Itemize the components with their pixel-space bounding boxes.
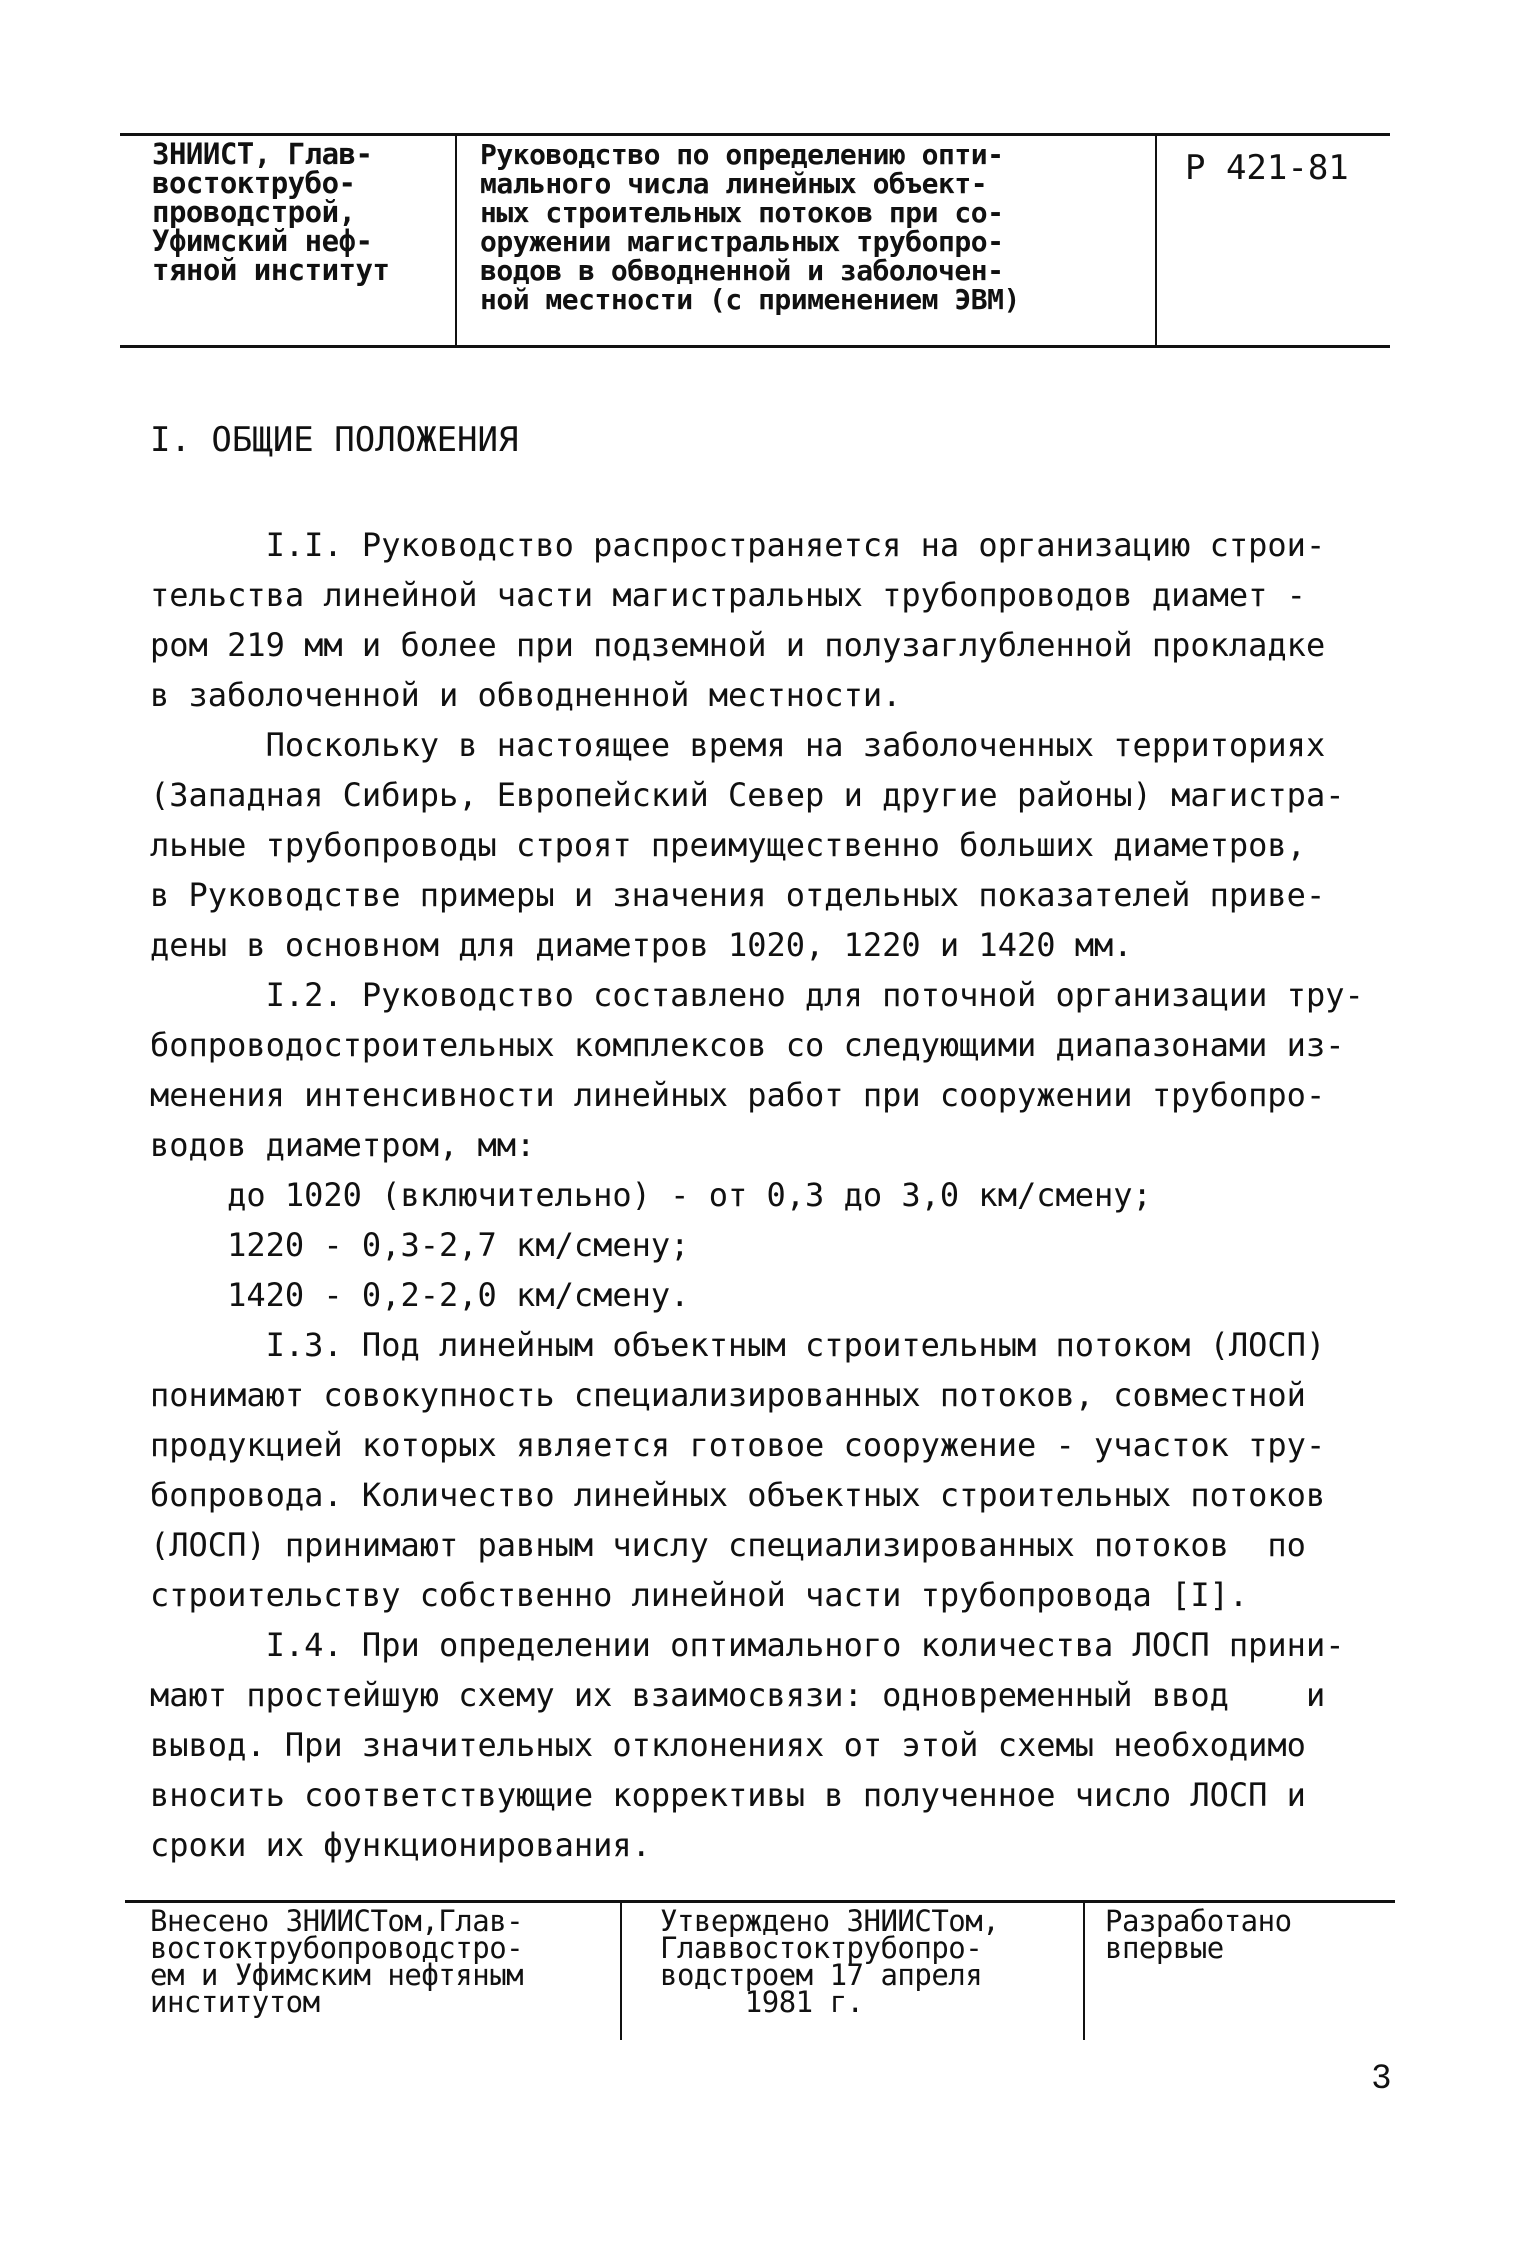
footer-introduced-by: [150, 1904, 524, 2019]
header-title-line: оружении магистральных трубопро-: [480, 225, 1004, 258]
body-line: бопровода. Количество линейных объектных строительных потоков: [150, 1476, 1326, 1514]
body-line: понимают совокупность специализированных потоков, совместной: [150, 1376, 1306, 1414]
footer-divider-2: [1083, 1900, 1085, 2040]
footer-approved-line: 1981 г.: [660, 1985, 864, 2019]
body-line: I.3. Под линейным объектным строительным потоком (ЛОСП): [150, 1326, 1326, 1364]
footer-developed-status: [1105, 1904, 1292, 1965]
body-line: I.2. Руководство составлено для поточной организации тру-: [150, 976, 1364, 1014]
footer-introduced-line: Внесено ЗНИИСТом,Глав-: [150, 1904, 524, 1938]
footer-developed-line: впервые: [1105, 1931, 1224, 1965]
footer-approved-line: Главвостоктрубопро-: [660, 1931, 983, 1965]
body-line: мают простейшую схему их взаимосвязи: одновременный ввод и: [150, 1676, 1326, 1714]
body-line: в заболоченной и обводненной местности.: [150, 676, 902, 714]
page-number: 3: [1372, 2058, 1391, 2096]
body-line: бопроводостроительных комплексов со следующими диапазонами из-: [150, 1026, 1345, 1064]
footer-divider-1: [620, 1900, 622, 2040]
footer-developed-line: Разработано: [1105, 1904, 1292, 1938]
footer-approved-by: [660, 1904, 1000, 2019]
footer-approved-line: водстроем 17 апреля: [660, 1958, 983, 1992]
body-line: дены в основном для диаметров 1020, 1220 и 1420 мм.: [150, 926, 1133, 964]
body-line: 1420 - 0,2-2,0 км/смену.: [150, 1276, 690, 1314]
header-title-line: ной местности (с применением ЭВМ): [480, 283, 1020, 316]
body-line: I.I. Руководство распространяется на организацию строи-: [150, 526, 1326, 564]
header-title-line: ных строительных потоков при со-: [480, 196, 1004, 229]
header-organization: [152, 137, 390, 287]
body-line: Поскольку в настоящее время на заболоченных территориях: [150, 726, 1326, 764]
header-organization-line: ЗНИИСТ, Глав-: [152, 137, 373, 171]
header-document-code: Р 421-81: [1185, 148, 1349, 188]
body-line: I.4. При определении оптимального количества ЛОСП прини-: [150, 1626, 1345, 1664]
body-line: менения интенсивности линейных работ при сооружении трубопро-: [150, 1076, 1326, 1114]
footer-introduced-line: ем и Уфимским нефтяным: [150, 1958, 524, 1992]
body-line: вывод. При значительных отклонениях от этой схемы необходимо: [150, 1726, 1306, 1764]
body-line: до 1020 (включительно) - от 0,3 до 3,0 км/смену;: [150, 1176, 1152, 1214]
header-document-title: [480, 140, 1020, 314]
header-divider-2: [1155, 133, 1157, 347]
footer-introduced-line: востоктрубопроводстро-: [150, 1931, 524, 1965]
body-line: сроки их функционирования.: [150, 1826, 651, 1864]
header-divider-1: [455, 133, 457, 347]
header-title-line: Руководство по определению опти-: [480, 138, 1004, 171]
header-bottom-rule: [120, 345, 1390, 348]
header-title-line: мального числа линейных объект-: [480, 167, 988, 200]
body-line: льные трубопроводы строят преимущественно больших диаметров,: [150, 826, 1306, 864]
body-line: (ЛОСП) принимают равным числу специализированных потоков по: [150, 1526, 1306, 1564]
footer-introduced-line: институтом: [150, 1985, 320, 2019]
header-organization-line: проводстрой,: [152, 195, 356, 229]
header-top-rule: [120, 133, 1390, 136]
body-line: 1220 - 0,3-2,7 км/смену;: [150, 1226, 690, 1264]
body-line: в Руководстве примеры и значения отдельных показателей приве-: [150, 876, 1326, 914]
section-heading: I. ОБЩИЕ ПОЛОЖЕНИЯ: [150, 420, 519, 460]
body-line: вносить соответствующие коррективы в полученное число ЛОСП и: [150, 1776, 1306, 1814]
header-organization-line: Уфимский неф-: [152, 224, 373, 258]
header-organization-line: тяной институт: [152, 253, 390, 287]
footer-approved-line: Утверждено ЗНИИСТом,: [660, 1904, 1000, 1938]
body-line: строительству собственно линейной части трубопровода [I].: [150, 1576, 1249, 1614]
body-line: тельства линейной части магистральных трубопроводов диамет -: [150, 576, 1306, 614]
body-line: продукцией которых является готовое сооружение - участок тру-: [150, 1426, 1326, 1464]
body-line: (Западная Сибирь, Европейский Север и другие районы) магистра-: [150, 776, 1345, 814]
header-title-line: водов в обводненной и заболочен-: [480, 254, 1004, 287]
body-line: водов диаметром, мм:: [150, 1126, 536, 1164]
header-organization-line: востоктрубо-: [152, 166, 356, 200]
body-line: ром 219 мм и более при подземной и полузаглубленной прокладке: [150, 626, 1326, 664]
footer-top-rule: [125, 1900, 1395, 1903]
